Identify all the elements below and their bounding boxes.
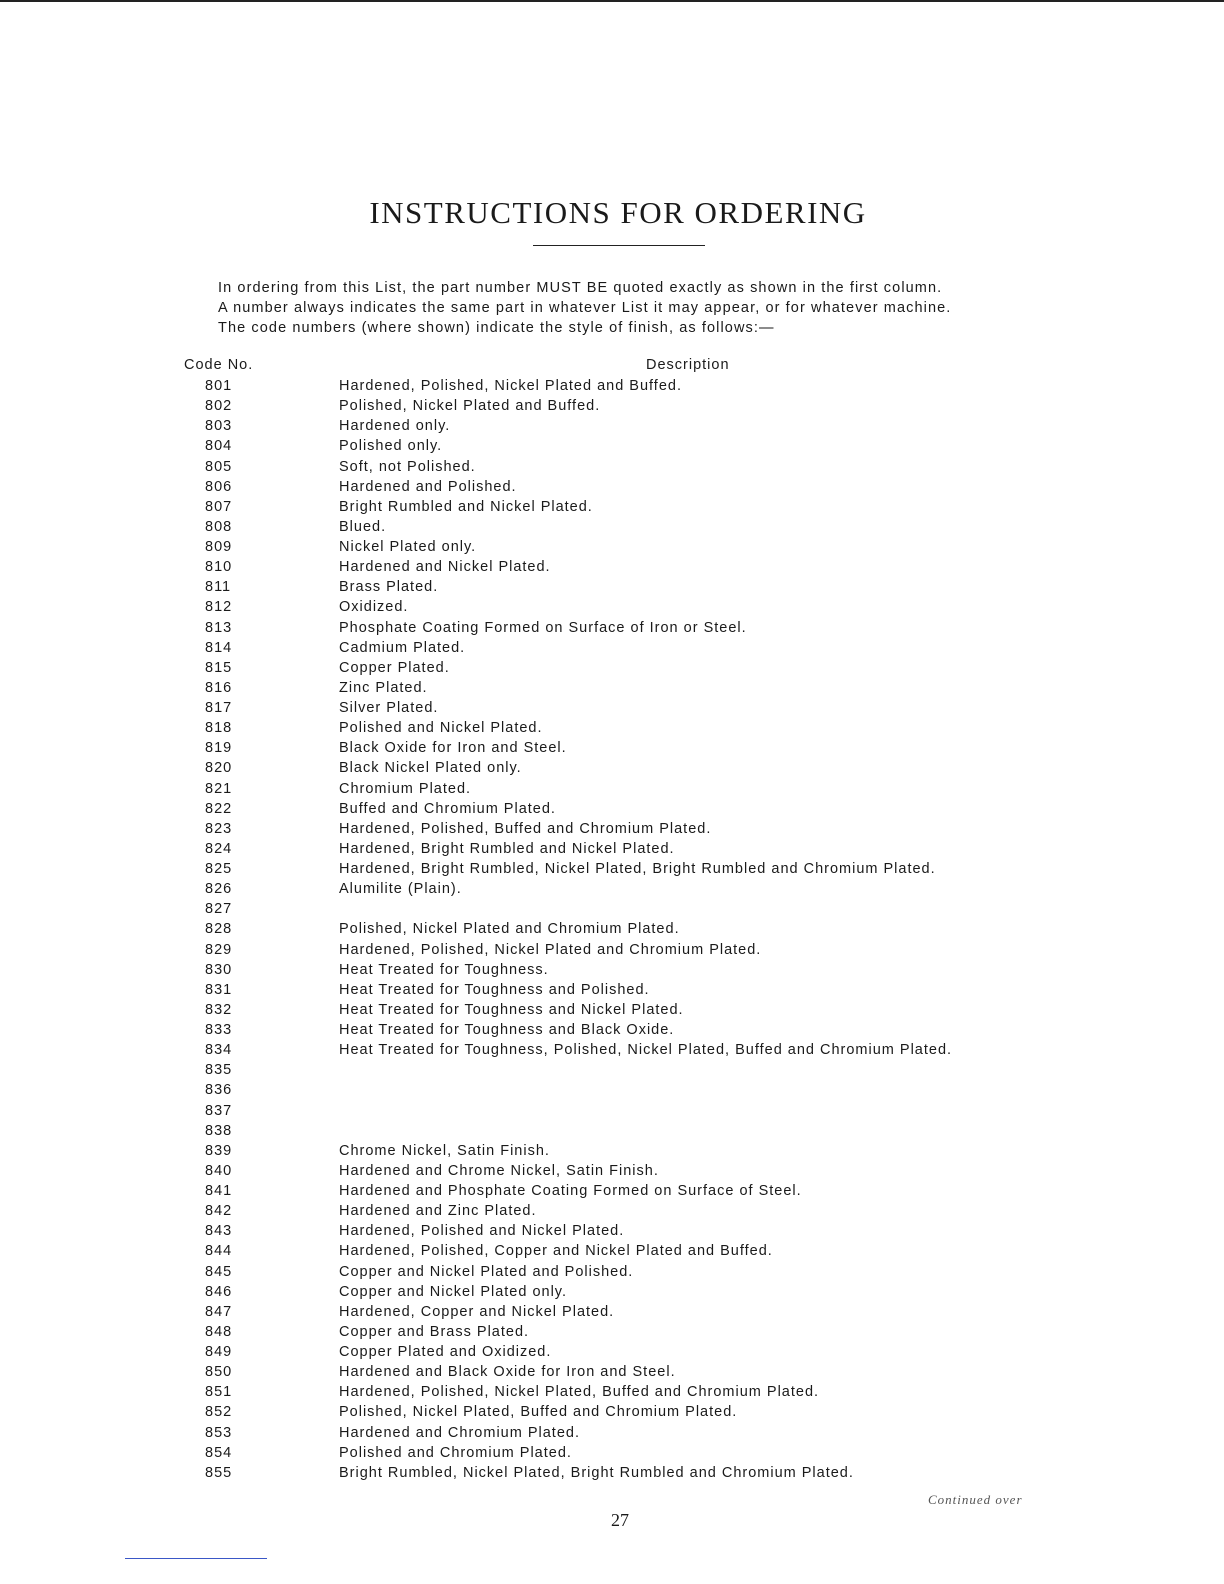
code-number: 840 bbox=[205, 1162, 233, 1179]
table-row bbox=[0, 376, 1224, 396]
table-row bbox=[0, 839, 1224, 859]
code-number: 815 bbox=[205, 659, 233, 676]
code-number: 822 bbox=[205, 800, 233, 817]
table-row bbox=[0, 678, 1224, 698]
code-number: 809 bbox=[205, 539, 233, 555]
table-row bbox=[0, 1302, 1224, 1322]
code-number: 855 bbox=[205, 1464, 233, 1481]
table-row bbox=[0, 738, 1224, 758]
code-number: 805 bbox=[205, 458, 233, 475]
title-underline bbox=[533, 245, 705, 246]
code-number: 842 bbox=[205, 1203, 233, 1220]
finish-description: Polished, Nickel Plated and Chromium Plated. bbox=[339, 921, 680, 938]
table-row bbox=[0, 1020, 1224, 1040]
code-number: 819 bbox=[205, 740, 233, 757]
finish-description: Heat Treated for Toughness and Polished. bbox=[339, 981, 650, 998]
table-row bbox=[0, 919, 1224, 939]
code-number: 843 bbox=[205, 1223, 233, 1240]
finish-description: Hardened, Bright Rumbled, Nickel Plated, Bright Rumbled and Chromium Plated. bbox=[339, 861, 936, 877]
finish-description: Blued. bbox=[339, 518, 387, 535]
finish-description: Polished, Nickel Plated, Buffed and Chromium Plated. bbox=[339, 1404, 738, 1421]
table-row bbox=[0, 557, 1224, 577]
code-number: 854 bbox=[205, 1444, 233, 1461]
finish-description: Polished and Nickel Plated. bbox=[339, 720, 543, 737]
table-row bbox=[0, 1382, 1224, 1402]
code-number: 835 bbox=[205, 1062, 233, 1079]
intro-line: The code numbers (where shown) indicate the style of finish, as follows:— bbox=[218, 320, 775, 336]
table-row bbox=[0, 1181, 1224, 1201]
finish-description: Hardened and Chrome Nickel, Satin Finish. bbox=[339, 1162, 659, 1179]
code-number: 812 bbox=[205, 599, 233, 616]
finish-description: Hardened, Polished, Nickel Plated and Buffed. bbox=[339, 378, 682, 394]
code-number: 828 bbox=[205, 921, 233, 938]
finish-code-table bbox=[0, 376, 1224, 1483]
table-row bbox=[0, 899, 1224, 919]
finish-description: Oxidized. bbox=[339, 599, 409, 616]
finish-description: Copper and Nickel Plated only. bbox=[339, 1283, 568, 1300]
table-row bbox=[0, 799, 1224, 819]
table-row bbox=[0, 980, 1224, 1000]
table-row bbox=[0, 537, 1224, 557]
table-row bbox=[0, 1463, 1224, 1483]
finish-description: Chrome Nickel, Satin Finish. bbox=[339, 1142, 550, 1159]
finish-description: Hardened, Polished and Nickel Plated. bbox=[339, 1223, 625, 1240]
code-number: 844 bbox=[205, 1243, 233, 1260]
finish-description: Hardened, Bright Rumbled and Nickel Plated. bbox=[339, 840, 675, 857]
table-row bbox=[0, 1362, 1224, 1382]
table-row bbox=[0, 879, 1224, 899]
finish-description: Alumilite (Plain). bbox=[339, 881, 462, 898]
code-number: 846 bbox=[205, 1283, 233, 1300]
table-row bbox=[0, 396, 1224, 416]
finish-description: Hardened, Copper and Nickel Plated. bbox=[339, 1303, 615, 1320]
table-row bbox=[0, 638, 1224, 658]
finish-description: Copper and Nickel Plated and Polished. bbox=[339, 1263, 634, 1280]
code-number: 850 bbox=[205, 1364, 233, 1381]
code-number: 852 bbox=[205, 1404, 233, 1421]
table-row bbox=[0, 597, 1224, 617]
code-number: 849 bbox=[205, 1344, 233, 1360]
finish-description: Polished, Nickel Plated and Buffed. bbox=[339, 398, 601, 415]
table-row bbox=[0, 416, 1224, 436]
table-row bbox=[0, 577, 1224, 597]
table-row bbox=[0, 1402, 1224, 1422]
finish-description: Hardened, Polished, Buffed and Chromium Plated. bbox=[339, 820, 712, 837]
finish-description: Black Oxide for Iron and Steel. bbox=[339, 740, 567, 757]
table-row bbox=[0, 1040, 1224, 1060]
finish-description: Phosphate Coating Formed on Surface of Iron or Steel. bbox=[339, 619, 747, 636]
code-number: 802 bbox=[205, 398, 233, 415]
table-row bbox=[0, 1241, 1224, 1261]
finish-description: Zinc Plated. bbox=[339, 679, 428, 696]
code-number: 820 bbox=[205, 760, 233, 777]
code-number: 836 bbox=[205, 1082, 233, 1099]
table-row bbox=[0, 658, 1224, 678]
finish-description: Hardened and Nickel Plated. bbox=[339, 559, 551, 576]
table-row bbox=[0, 940, 1224, 960]
finish-description: Chromium Plated. bbox=[339, 780, 472, 797]
table-row bbox=[0, 477, 1224, 497]
code-number: 808 bbox=[205, 518, 233, 535]
table-row bbox=[0, 1221, 1224, 1241]
table-row bbox=[0, 457, 1224, 477]
finish-description: Hardened and Black Oxide for Iron and Steel. bbox=[339, 1364, 676, 1381]
table-row bbox=[0, 1443, 1224, 1463]
code-number: 826 bbox=[205, 881, 233, 898]
finish-description: Copper Plated and Oxidized. bbox=[339, 1344, 552, 1360]
finish-description: Buffed and Chromium Plated. bbox=[339, 800, 556, 817]
table-row bbox=[0, 1000, 1224, 1020]
code-number: 813 bbox=[205, 619, 233, 636]
table-row bbox=[0, 497, 1224, 517]
finish-description: Copper Plated. bbox=[339, 659, 450, 676]
column-header-description: Description bbox=[646, 357, 730, 373]
code-number: 801 bbox=[205, 378, 233, 394]
table-row bbox=[0, 1342, 1224, 1362]
finish-description: Brass Plated. bbox=[339, 579, 439, 596]
code-number: 818 bbox=[205, 720, 233, 737]
code-number: 837 bbox=[205, 1102, 233, 1119]
intro-paragraph bbox=[218, 278, 951, 338]
code-number: 845 bbox=[205, 1263, 233, 1280]
code-number: 827 bbox=[205, 901, 233, 918]
finish-description: Hardened, Polished, Nickel Plated and Chromium Plated. bbox=[339, 941, 762, 958]
finish-description: Hardened, Polished, Nickel Plated, Buffed and Chromium Plated. bbox=[339, 1384, 820, 1401]
table-row bbox=[0, 859, 1224, 879]
table-row bbox=[0, 1423, 1224, 1443]
finish-description: Copper and Brass Plated. bbox=[339, 1323, 530, 1340]
footer-link-rule bbox=[125, 1558, 267, 1559]
finish-description: Hardened and Phosphate Coating Formed on Surface of Steel. bbox=[339, 1183, 802, 1199]
table-row bbox=[0, 819, 1224, 839]
finish-description: Black Nickel Plated only. bbox=[339, 760, 522, 777]
table-row bbox=[0, 779, 1224, 799]
finish-description: Cadmium Plated. bbox=[339, 639, 466, 656]
finish-description: Bright Rumbled, Nickel Plated, Bright Rumbled and Chromium Plated. bbox=[339, 1464, 854, 1481]
finish-description: Soft, not Polished. bbox=[339, 458, 476, 475]
finish-description: Heat Treated for Toughness and Black Oxide. bbox=[339, 1022, 675, 1038]
code-number: 831 bbox=[205, 981, 233, 998]
finish-description: Heat Treated for Toughness. bbox=[339, 961, 549, 978]
code-number: 806 bbox=[205, 478, 233, 495]
code-number: 804 bbox=[205, 438, 233, 455]
intro-line: In ordering from this List, the part number MUST BE quoted exactly as shown in the first column. bbox=[218, 280, 943, 296]
code-number: 851 bbox=[205, 1384, 233, 1401]
code-number: 816 bbox=[205, 679, 233, 696]
code-number: 814 bbox=[205, 639, 233, 656]
code-number: 810 bbox=[205, 559, 233, 576]
finish-description: Hardened and Zinc Plated. bbox=[339, 1203, 537, 1220]
table-row bbox=[0, 517, 1224, 537]
code-number: 821 bbox=[205, 780, 233, 797]
code-number: 807 bbox=[205, 498, 233, 515]
finish-description: Hardened only. bbox=[339, 418, 451, 435]
column-header-code: Code No. bbox=[184, 357, 254, 373]
code-number: 839 bbox=[205, 1142, 233, 1159]
code-number: 817 bbox=[205, 700, 233, 716]
table-row bbox=[0, 1101, 1224, 1121]
code-number: 834 bbox=[205, 1042, 233, 1059]
table-row bbox=[0, 1121, 1224, 1141]
finish-description: Bright Rumbled and Nickel Plated. bbox=[339, 498, 593, 515]
code-number: 825 bbox=[205, 861, 233, 877]
table-row bbox=[0, 1060, 1224, 1080]
code-number: 823 bbox=[205, 820, 233, 837]
code-number: 824 bbox=[205, 840, 233, 857]
table-row bbox=[0, 960, 1224, 980]
code-number: 833 bbox=[205, 1022, 233, 1038]
intro-line: A number always indicates the same part in whatever List it may appear, or for whatever machine. bbox=[218, 300, 952, 316]
finish-description: Polished only. bbox=[339, 438, 443, 455]
finish-description: Polished and Chromium Plated. bbox=[339, 1444, 572, 1461]
finish-description: Hardened and Chromium Plated. bbox=[339, 1424, 580, 1441]
code-number: 811 bbox=[205, 579, 232, 596]
table-row bbox=[0, 718, 1224, 738]
table-row bbox=[0, 1201, 1224, 1221]
code-number: 847 bbox=[205, 1303, 233, 1320]
table-row bbox=[0, 1161, 1224, 1181]
top-rule bbox=[0, 0, 1224, 2]
code-number: 803 bbox=[205, 418, 233, 435]
page-title: INSTRUCTIONS FOR ORDERING bbox=[369, 194, 867, 230]
table-row bbox=[0, 618, 1224, 638]
table-row bbox=[0, 1322, 1224, 1342]
finish-description: Silver Plated. bbox=[339, 700, 439, 716]
table-row bbox=[0, 436, 1224, 456]
table-row bbox=[0, 1262, 1224, 1282]
finish-description: Heat Treated for Toughness and Nickel Plated. bbox=[339, 1001, 684, 1018]
finish-description: Heat Treated for Toughness, Polished, Nickel Plated, Buffed and Chromium Plated. bbox=[339, 1042, 953, 1059]
continued-note: Continued over bbox=[928, 1492, 1023, 1507]
code-number: 848 bbox=[205, 1323, 233, 1340]
code-number: 838 bbox=[205, 1122, 233, 1139]
finish-description: Hardened and Polished. bbox=[339, 478, 517, 495]
table-row bbox=[0, 1141, 1224, 1161]
finish-description: Nickel Plated only. bbox=[339, 539, 477, 555]
table-row bbox=[0, 698, 1224, 718]
finish-description: Hardened, Polished, Copper and Nickel Plated and Buffed. bbox=[339, 1243, 773, 1260]
table-row bbox=[0, 1080, 1224, 1100]
code-number: 830 bbox=[205, 961, 233, 978]
code-number: 841 bbox=[205, 1183, 233, 1199]
page-number: 27 bbox=[611, 1510, 629, 1530]
code-number: 829 bbox=[205, 941, 233, 958]
code-number: 853 bbox=[205, 1424, 233, 1441]
code-number: 832 bbox=[205, 1001, 233, 1018]
table-row bbox=[0, 1282, 1224, 1302]
table-row bbox=[0, 758, 1224, 778]
